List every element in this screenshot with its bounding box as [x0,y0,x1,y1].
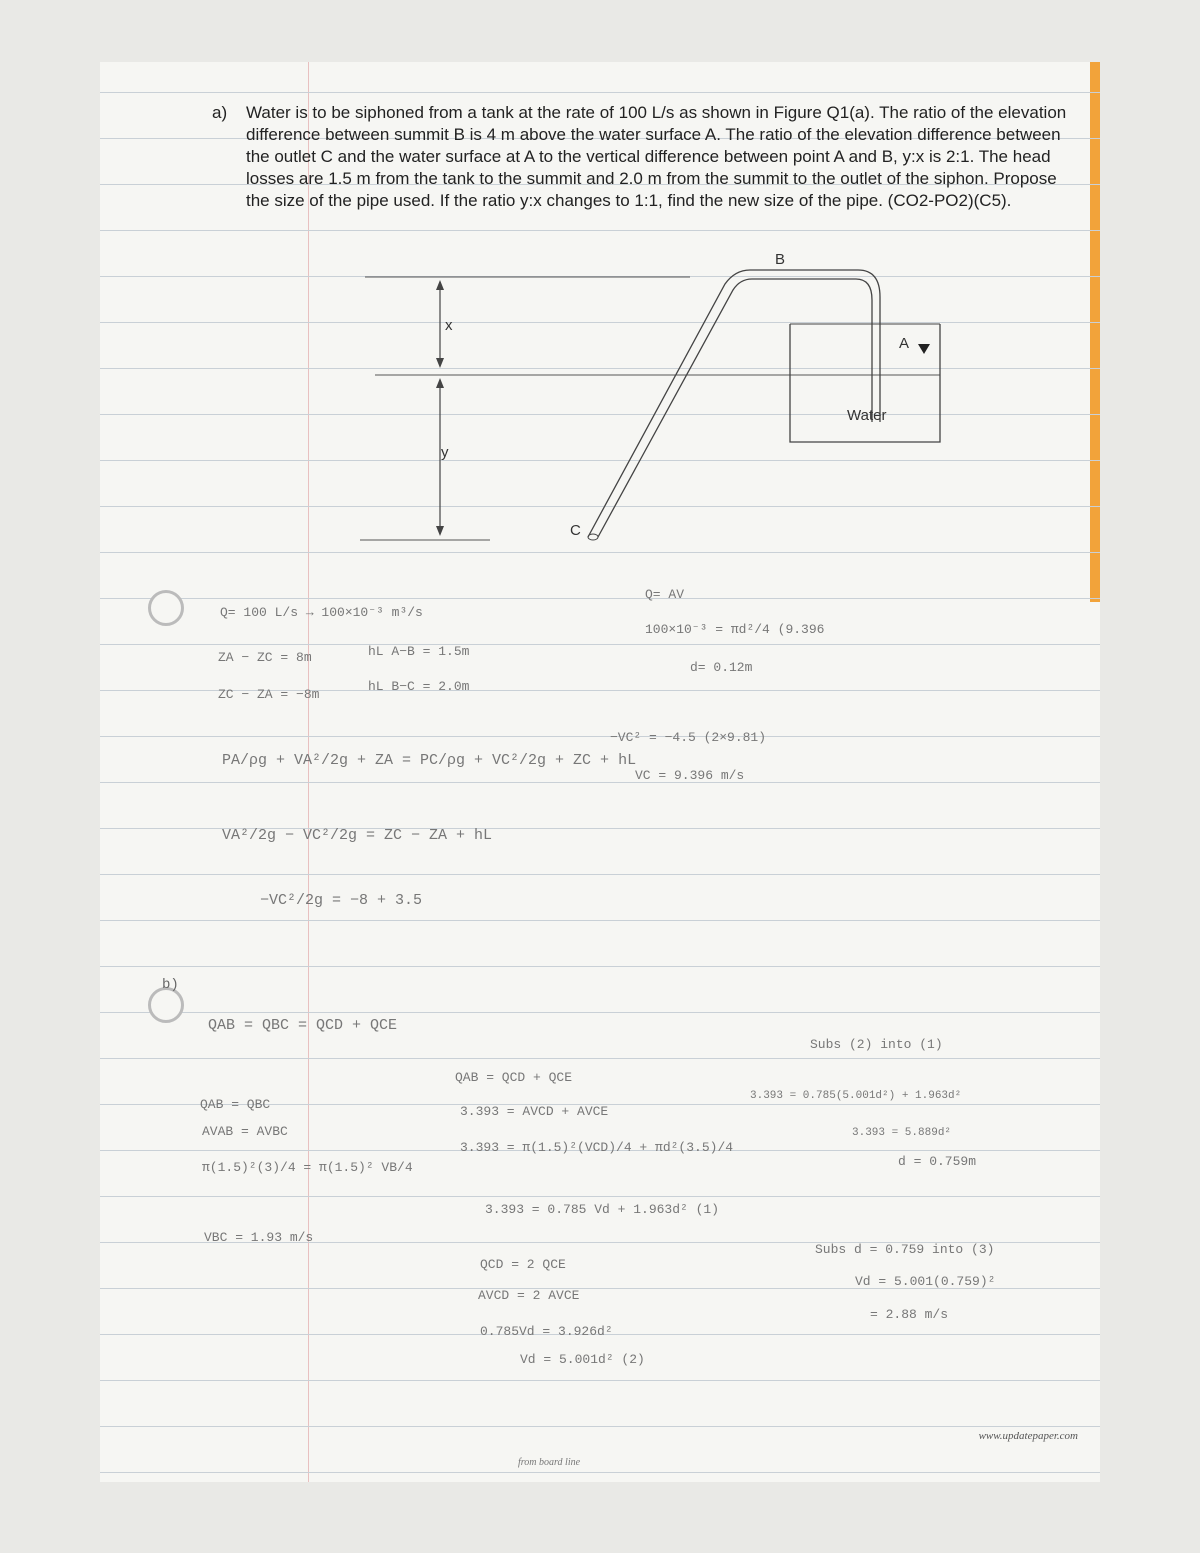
orange-tab-edge [1090,62,1100,602]
water-surface-marker [918,344,930,354]
ruled-line [100,1058,1100,1059]
hw-line: Q= 100 L/s → 100×10⁻³ m³/s [220,605,423,620]
x-label: x [445,317,453,334]
ruled-line [100,1472,1100,1473]
hw-line: PA/ρg + VA²/2g + ZA = PC/ρg + VC²/2g + ZC + hL [222,752,637,769]
tank-outline [790,324,940,442]
siphon-pipe-outer [588,270,880,537]
margin-line [308,62,309,1482]
ruled-line [100,598,1100,599]
ruled-line [100,966,1100,967]
hw-line: −VC²/2g = −8 + 3.5 [260,892,423,909]
hw-line: ZA − ZC = 8m [218,650,312,665]
hw-line: Subs d = 0.759 into (3) [815,1242,995,1257]
ruled-line [100,874,1100,875]
ruled-line [100,1380,1100,1381]
hw-line: 3.393 = 0.785 Vd + 1.963d² (1) [485,1202,720,1217]
hw-line: hL B−C = 2.0m [368,679,470,694]
c-label: C [570,522,581,539]
hw-line: 3.393 = π(1.5)²(VCD)/4 + πd²(3.5)/4 [460,1140,734,1155]
hw-line: 3.393 = AVCD + AVCE [460,1104,609,1119]
y-label: y [441,444,449,461]
a-label: A [899,335,910,352]
siphon-figure [350,252,970,552]
hw-line: VA²/2g − VC²/2g = ZC − ZA + hL [222,827,493,844]
ruled-line [100,1012,1100,1013]
footer-url: www.updatepaper.com [978,1430,1078,1442]
hw-line: Subs (2) into (1) [810,1037,943,1052]
ruled-line [100,230,1100,231]
ruled-line [100,552,1100,553]
ruled-line [100,782,1100,783]
question-label: a) [212,103,228,122]
notebook-page [100,62,1100,1482]
hw-line: Vd = 5.001d² (2) [520,1352,645,1367]
hw-line: VBC = 1.93 m/s [204,1230,314,1245]
hw-line: AVAB = AVBC [202,1124,288,1139]
hw-line: −VC² = −4.5 (2×9.81) [610,730,767,745]
hw-line: hL A−B = 1.5m [368,644,470,659]
hw-line: d= 0.12m [690,660,753,675]
hw-line: 3.393 = 0.785(5.001d²) + 1.963d² [750,1090,962,1102]
siphon-pipe-inner [598,279,872,537]
hw-line: 3.393 = 5.889d² [852,1127,952,1139]
hw-line: QAB = QCD + QCE [455,1070,573,1085]
hw-line: QAB = QBC = QCD + QCE [208,1017,398,1034]
question-text: Water is to be siphoned from a tank at the rate of 100 L/s as shown in Figure Q1(a). The ratio of the elevation difference between summit B is 4 m above the water surface A. The ratio of the elevation difference between the outlet C and the water surface at A to the vertical difference between point A and B, y:x is 2:1. The head losses are 1.5 m from the tank to the summit and 2.0 m from the summit to the outlet of the siphon. Propose the size of the pipe used. If the ratio y:x changes to 1:1, find the new size of the pipe. (CO2-PO2)(C5). [246,103,1067,210]
hw-line: AVCD = 2 AVCE [478,1288,580,1303]
ruled-line [100,92,1100,93]
binder-hole [148,590,184,626]
hw-line: VC = 9.396 m/s [635,768,745,783]
part-b-label: b) [162,977,179,993]
water-label: Water [847,407,887,424]
ruled-line [100,1426,1100,1427]
hw-line: d = 0.759m [898,1154,977,1169]
hw-line: 100×10⁻³ = πd²/4 (9.396 [645,622,825,637]
hw-line: = 2.88 m/s [870,1307,949,1322]
ruled-line [100,1196,1100,1197]
question-a [212,102,1082,212]
footer-note: from board line [518,1457,581,1468]
hw-line: ZC − ZA = −8m [218,687,320,702]
ruled-line [100,736,1100,737]
hw-line: Q= AV [645,587,685,602]
hw-line: π(1.5)²(3)/4 = π(1.5)² VB/4 [202,1160,413,1175]
b-label: B [775,252,786,268]
hw-line: 0.785Vd = 3.926d² [480,1324,613,1339]
hw-line: QAB = QBC [200,1097,271,1112]
ruled-line [100,920,1100,921]
hw-line: QCD = 2 QCE [480,1257,566,1272]
ruled-line [100,644,1100,645]
hw-line: Vd = 5.001(0.759)² [855,1274,996,1289]
